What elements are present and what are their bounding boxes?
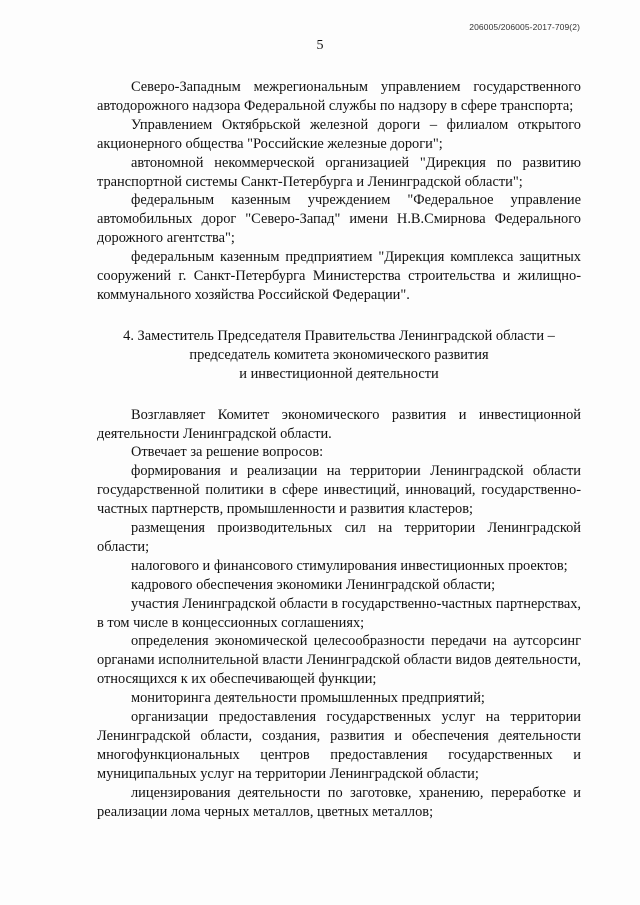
list-item: определения экономической целесообразности передачи на аутсорсинг органами исполнительной власти Ленинградской области видов деятельности, относящихся к их обеспечивающей функции; [97, 633, 581, 688]
list-item: автономной некоммерческой организацией "Дирекция по развитию транспортной системы Санкт-Петербурга и Ленинградской области"; [97, 154, 581, 190]
list-item: формирования и реализации на территории Ленинградской области государственной политики в сфере инвестиций, инноваций, государственно-частных партнерств, промышленности и развития кластеров; [97, 463, 581, 518]
page-content [97, 78, 581, 822]
page-number: 5 [316, 38, 324, 53]
section-heading-line: председатель комитета экономического развития [189, 346, 489, 363]
responsibilities-intro: Отвечает за решение вопросов: [131, 444, 324, 461]
list-item: федеральным казенным учреждением "Федеральное управление автомобильных дорог "Северо-Запад" имени Н.В.Смирнова Федерального дорожного агентства"; [97, 192, 581, 247]
list-item: налогового и финансового стимулирования инвестиционных проектов; [131, 557, 568, 574]
leads-paragraph: Возглавляет Комитет экономического развития и инвестиционной деятельности Ленинградской области. [97, 406, 581, 442]
list-item: мониторинга деятельности промышленных предприятий; [131, 690, 485, 707]
list-item: Управлением Октябрьской железной дороги – филиалом открытого акционерного общества "Российские железные дороги"; [97, 116, 581, 152]
section-heading [97, 327, 581, 384]
list-item: Северо-Западным межрегиональным управлением государственного автодорожного надзора Федеральной службы по надзору в сфере транспорта; [97, 79, 581, 114]
list-item: лицензирования деятельности по заготовке, хранению, переработке и реализации лома черных металлов, цветных металлов; [97, 784, 581, 820]
list-item: размещения производительных сил на территории Ленинградской области; [97, 520, 581, 555]
section-heading-line: 4. Заместитель Председателя Правительства Ленинградской области – [123, 327, 555, 344]
list-item: организации предоставления государственных услуг на территории Ленинградской области, создания, развития и обеспечения деятельности многофункциональных центров предоставления государственных и муниципальных услуг на территории Ленинградской области; [97, 709, 581, 782]
list-item: участия Ленинградской области в государственно-частных партнерствах, в том числе в концессионных соглашениях; [97, 595, 581, 631]
list-item: кадрового обеспечения экономики Ленинградской области; [131, 576, 496, 593]
section-heading-line: и инвестиционной деятельности [239, 365, 439, 382]
document-id: 206005/206005-2017-709(2) [469, 22, 580, 32]
list-item: федеральным казенным предприятием "Дирекция комплекса защитных сооружений г. Санкт-Петербурга Министерства строительства и жилищно-коммунального хозяйства Российской Федерации". [97, 249, 581, 303]
